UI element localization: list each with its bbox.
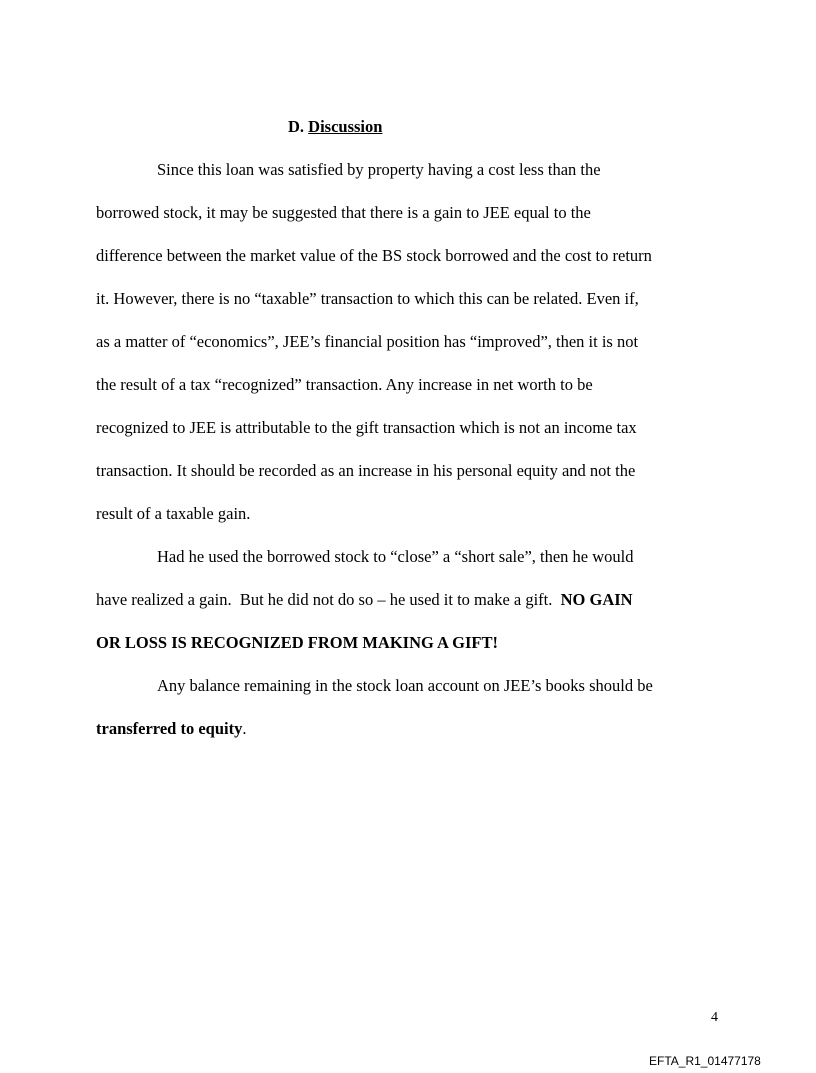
paragraph-line: Since this loan was satisfied by property having a cost less than the (157, 160, 601, 179)
paragraph-line: the result of a tax “recognized” transaction. Any increase in net worth to be (96, 375, 593, 394)
bates-number: EFTA_R1_01477178 (649, 1054, 761, 1068)
paragraph-line: transaction. It should be recorded as an increase in his personal equity and not the (96, 461, 636, 480)
page-number: 4 (711, 1010, 718, 1025)
section-letter: D. (288, 117, 305, 136)
paragraph-line: result of a taxable gain. (96, 504, 251, 523)
paragraph-line: difference between the market value of the BS stock borrowed and the cost to return (96, 246, 652, 265)
paragraph-line: borrowed stock, it may be suggested that there is a gain to JEE equal to the (96, 203, 591, 222)
emphasis-text: NO GAIN (560, 590, 633, 609)
paragraph-text: . (242, 719, 247, 738)
paragraph-line: it. However, there is no “taxable” transaction to which this can be related. Even if, (96, 289, 639, 308)
section-title: Discussion (308, 117, 383, 136)
section-heading (288, 117, 382, 137)
paragraph-line: recognized to JEE is attributable to the gift transaction which is not an income tax (96, 418, 637, 437)
emphasis-text: transferred to equity (96, 719, 243, 738)
paragraph-line (96, 590, 633, 610)
paragraph-line: as a matter of “economics”, JEE’s financial position has “improved”, then it is not (96, 332, 639, 351)
paragraph-text: have realized a gain. But he did not do so – he used it to make a gift. (96, 590, 561, 609)
paragraph-line (96, 719, 246, 739)
paragraph-line: Any balance remaining in the stock loan account on JEE’s books should be (157, 676, 653, 695)
emphasis-line: OR LOSS IS RECOGNIZED FROM MAKING A GIFT! (96, 633, 499, 652)
paragraph-line: Had he used the borrowed stock to “close” a “short sale”, then he would (157, 547, 634, 566)
